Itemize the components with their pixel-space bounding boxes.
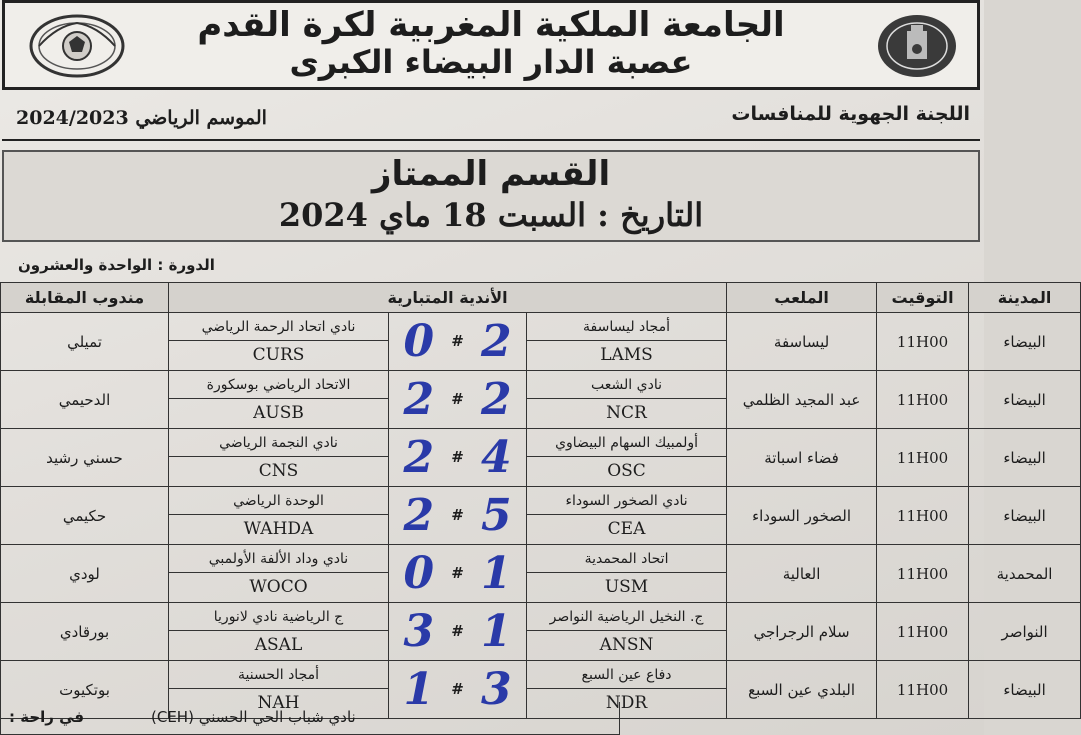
- away-team-cell: [169, 313, 389, 371]
- delegate-cell: بوتكيوت: [1, 661, 169, 719]
- city-cell: البيضاء: [969, 371, 1081, 429]
- table-row: [1, 429, 1081, 487]
- away-score-cell: [389, 603, 449, 661]
- separator-cell: [449, 603, 467, 661]
- away-team-code: AUSB: [253, 403, 304, 423]
- home-score: 2: [480, 316, 512, 367]
- score-separator: #: [451, 622, 464, 640]
- away-team-name: نادي النجمة الرياضي: [169, 429, 388, 457]
- city-cell: البيضاء: [969, 313, 1081, 371]
- rest-row: [0, 702, 620, 735]
- league-emblem-icon: [875, 11, 959, 81]
- home-team-name: دفاع عين السبع: [527, 661, 726, 689]
- home-team-cell: [527, 313, 727, 371]
- home-score: 4: [480, 432, 512, 483]
- table-row: [1, 487, 1081, 545]
- home-team-code: NCR: [606, 403, 647, 423]
- round-label: الدورة : الواحدة والعشرون: [18, 256, 215, 274]
- city-cell: البيضاء: [969, 429, 1081, 487]
- division-title: القسم الممتاز: [371, 154, 611, 194]
- home-team-code: OSC: [607, 461, 646, 481]
- time-cell: 11H00: [877, 545, 969, 603]
- away-team-cell: [169, 371, 389, 429]
- col-clubs: الأندية المتبارية: [169, 283, 727, 313]
- city-cell: البيضاء: [969, 487, 1081, 545]
- rest-team: نادي شباب الحي الحسني (CEH): [151, 708, 356, 726]
- away-team-cell: [169, 545, 389, 603]
- committee-title: اللجنة الجهوية للمنافسات: [731, 103, 970, 125]
- col-stadium: الملعب: [727, 283, 877, 313]
- delegate-cell: بورقادي: [1, 603, 169, 661]
- home-score: 3: [480, 664, 512, 715]
- home-team-code: CEA: [607, 519, 646, 539]
- home-score-cell: [467, 371, 527, 429]
- stadium-cell: سلام الرجراجي: [727, 603, 877, 661]
- score-separator: #: [451, 680, 464, 698]
- home-team-name: ج. النخيل الرياضية النواصر: [527, 603, 726, 631]
- separator-cell: [449, 371, 467, 429]
- away-score-cell: [389, 313, 449, 371]
- letterhead: [2, 0, 980, 90]
- home-team-name: اتحاد المحمدية: [527, 545, 726, 573]
- away-team-code: NAH: [257, 693, 300, 713]
- time-cell: 11H00: [877, 487, 969, 545]
- separator-cell: [449, 429, 467, 487]
- home-team-code: USM: [604, 577, 649, 597]
- home-score: 2: [480, 374, 512, 425]
- season-label: الموسم الرياضي 2024/2023: [16, 107, 267, 129]
- rest-label: في راحة :: [9, 708, 85, 726]
- stadium-cell: ليساسفة: [727, 313, 877, 371]
- match-date: التاريخ : السبت 18 ماي 2024: [278, 196, 704, 234]
- home-team-cell: [527, 545, 727, 603]
- score-separator: #: [451, 506, 464, 524]
- league-name: عصبة الدار البيضاء الكبرى: [289, 43, 693, 81]
- table-row: [1, 603, 1081, 661]
- away-team-cell: [169, 429, 389, 487]
- delegate-cell: تميلي: [1, 313, 169, 371]
- table-header: [1, 283, 1081, 313]
- home-team-code: ANSN: [599, 635, 654, 655]
- home-score: 1: [480, 606, 512, 657]
- away-score: 3: [403, 606, 435, 657]
- score-separator: #: [451, 390, 464, 408]
- separator-cell: [449, 545, 467, 603]
- col-city: المدينة: [969, 283, 1081, 313]
- home-score-cell: [467, 429, 527, 487]
- away-score: 2: [403, 490, 435, 541]
- away-score: 2: [403, 432, 435, 483]
- away-team-code: ASAL: [254, 635, 303, 655]
- away-team-cell: [169, 487, 389, 545]
- away-team-code: CURS: [252, 345, 305, 365]
- away-team-name: نادي اتحاد الرحمة الرياضي: [169, 313, 388, 341]
- col-delegate: مندوب المقابلة: [1, 283, 169, 313]
- home-team-code: LAMS: [600, 345, 653, 365]
- table-row: [1, 313, 1081, 371]
- delegate-cell: حسني رشيد: [1, 429, 169, 487]
- home-team-cell: [527, 487, 727, 545]
- away-score: 0: [403, 316, 435, 367]
- time-cell: 11H00: [877, 661, 969, 719]
- time-cell: 11H00: [877, 313, 969, 371]
- stadium-cell: العالية: [727, 545, 877, 603]
- away-score: 0: [403, 548, 435, 599]
- away-team-code: WOCO: [249, 577, 308, 597]
- home-score-cell: [467, 545, 527, 603]
- home-score: 5: [480, 490, 512, 541]
- away-team-name: ج الرياضية نادي لانوريا: [169, 603, 388, 631]
- home-score-cell: [467, 603, 527, 661]
- home-team-code: NDR: [605, 693, 648, 713]
- away-team-code: WAHDA: [243, 519, 314, 539]
- time-cell: 11H00: [877, 603, 969, 661]
- score-separator: #: [451, 564, 464, 582]
- delegate-cell: لودي: [1, 545, 169, 603]
- table-row: [1, 545, 1081, 603]
- away-team-name: الاتحاد الرياضي بوسكورة: [169, 371, 388, 399]
- stadium-cell: البلدي عين السبع: [727, 661, 877, 719]
- score-separator: #: [451, 448, 464, 466]
- home-score-cell: [467, 487, 527, 545]
- away-team-name: الوحدة الرياضي: [169, 487, 388, 515]
- separator-cell: [449, 487, 467, 545]
- table-row: [1, 371, 1081, 429]
- home-team-name: نادي الشعب: [527, 371, 726, 399]
- away-score: 2: [403, 374, 435, 425]
- city-cell: البيضاء: [969, 661, 1081, 719]
- home-team-cell: [527, 603, 727, 661]
- away-team-cell: [169, 603, 389, 661]
- city-cell: النواصر: [969, 603, 1081, 661]
- home-team-cell: [527, 371, 727, 429]
- time-cell: 11H00: [877, 371, 969, 429]
- home-score-cell: [467, 313, 527, 371]
- committee-row: [2, 99, 980, 141]
- away-score: 1: [403, 664, 435, 715]
- away-score-cell: [389, 545, 449, 603]
- delegate-cell: الدحيمي: [1, 371, 169, 429]
- away-team-name: نادي وداد الألفة الأولمبي: [169, 545, 388, 573]
- away-score-cell: [389, 429, 449, 487]
- score-separator: #: [451, 332, 464, 350]
- home-team-cell: [527, 429, 727, 487]
- away-score-cell: [389, 487, 449, 545]
- home-score: 1: [480, 548, 512, 599]
- fixtures-table: [0, 282, 1081, 719]
- home-team-name: أولمبيك السهام البيضاوي: [527, 429, 726, 457]
- delegate-cell: حكيمي: [1, 487, 169, 545]
- fixtures-body: [1, 313, 1081, 719]
- stadium-cell: الصخور السوداء: [727, 487, 877, 545]
- city-cell: المحمدية: [969, 545, 1081, 603]
- separator-cell: [449, 313, 467, 371]
- time-cell: 11H00: [877, 429, 969, 487]
- home-team-name: نادي الصخور السوداء: [527, 487, 726, 515]
- stadium-cell: فضاء اسباتة: [727, 429, 877, 487]
- away-score-cell: [389, 371, 449, 429]
- away-team-name: أمجاد الحسنية: [169, 661, 388, 689]
- away-team-code: CNS: [258, 461, 299, 481]
- home-team-name: أمجاد ليساسفة: [527, 313, 726, 341]
- col-time: التوقيت: [877, 283, 969, 313]
- division-box: [2, 150, 980, 242]
- federation-name: الجامعة الملكية المغربية لكرة القدم: [197, 5, 785, 45]
- stadium-cell: عبد المجيد الظلمي: [727, 371, 877, 429]
